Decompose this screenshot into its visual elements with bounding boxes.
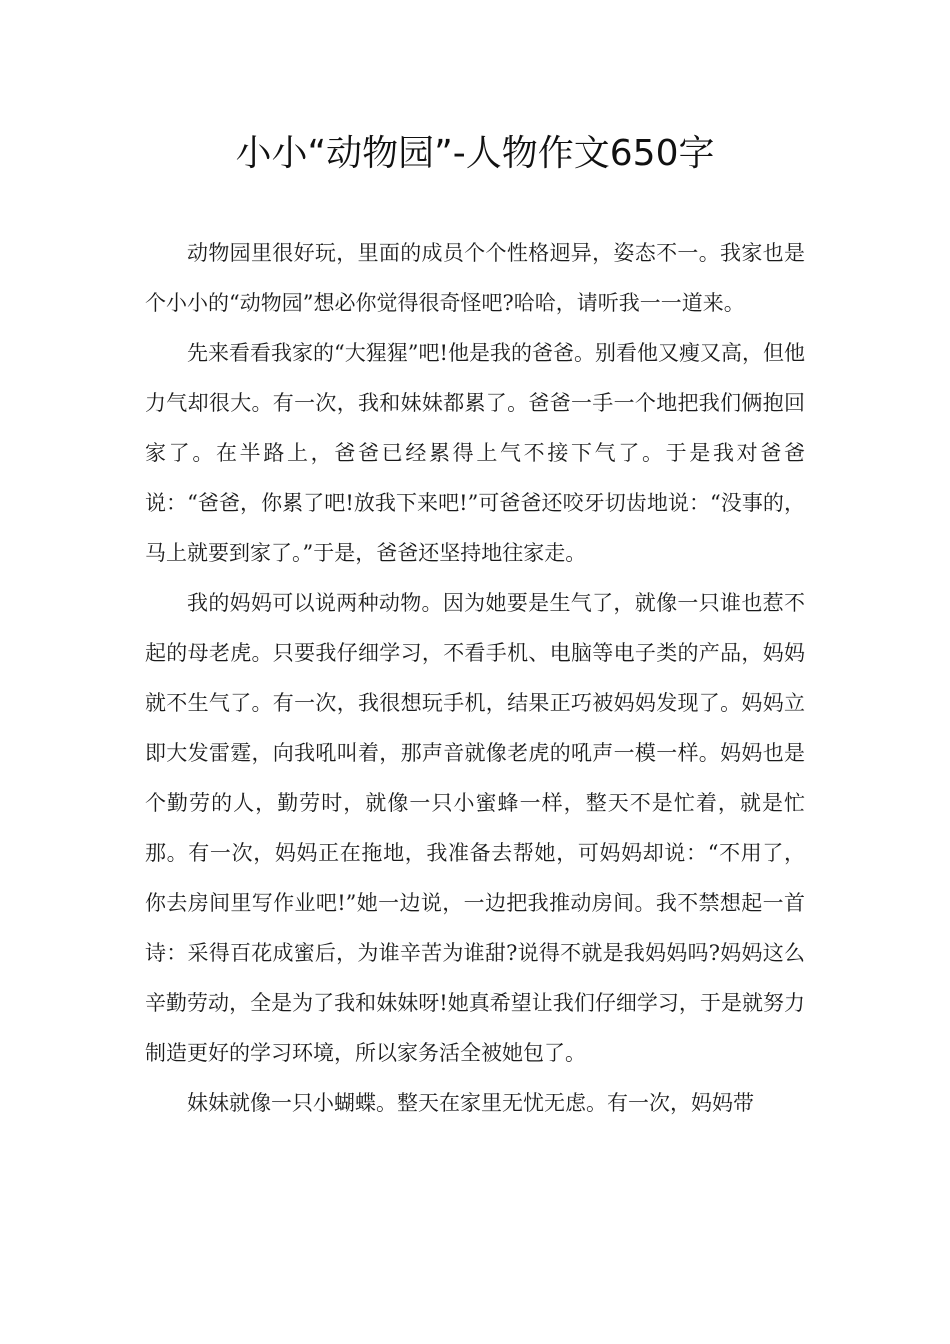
paragraph: 先来看看我家的“大猩猩”吧!他是我的爸爸。别看他又瘦又高，但他力气却很大。有一次，我和妹妹都累了。爸爸一手一个地把我们俩抱回家了。在半路上，爸爸已经累得上气不接下气了。于是我对爸爸说：“爸爸，你累了吧!放我下来吧!”可爸爸还咬牙切齿地说：“没事的，马上就要到家了。”于是，爸爸还坚持地往家走。 <box>145 341 805 565</box>
paragraph: 妹妹就像一只小蝴蝶。整天在家里无忧无虑。有一次，妈妈带 <box>187 1091 754 1115</box>
paragraph: 我的妈妈可以说两种动物。因为她要是生气了，就像一只谁也惹不起的母老虎。只要我仔细学习，不看手机、电脑等电子类的产品，妈妈就不生气了。有一次，我很想玩手机，结果正巧被妈妈发现了。妈妈立即大发雷霆，向我吼叫着，那声音就像老虎的吼声一模一样。妈妈也是个勤劳的人，勤劳时，就像一只小蜜蜂一样，整天不是忙着，就是忙那。有一次，妈妈正在拖地，我准备去帮她，可妈妈却说：“不用了，你去房间里写作业吧!”她一边说，一边把我推动房间。我不禁想起一首诗：采得百花成蜜后，为谁辛苦为谁甜?说得不就是我妈妈吗?妈妈这么辛勤劳动，全是为了我和妹妹呀!她真希望让我们仔细学习，于是就努力制造更好的学习环境，所以家务活全被她包了。 <box>145 591 805 1065</box>
document-body <box>145 228 805 1128</box>
document-title: 小小“动物园”-人物作文650字 <box>235 133 715 174</box>
paragraph: 动物园里很好玩，里面的成员个个性格迥异，姿态不一。我家也是个小小的“动物园”想必你觉得很奇怪吧?哈哈，请听我一一道来。 <box>145 241 805 315</box>
